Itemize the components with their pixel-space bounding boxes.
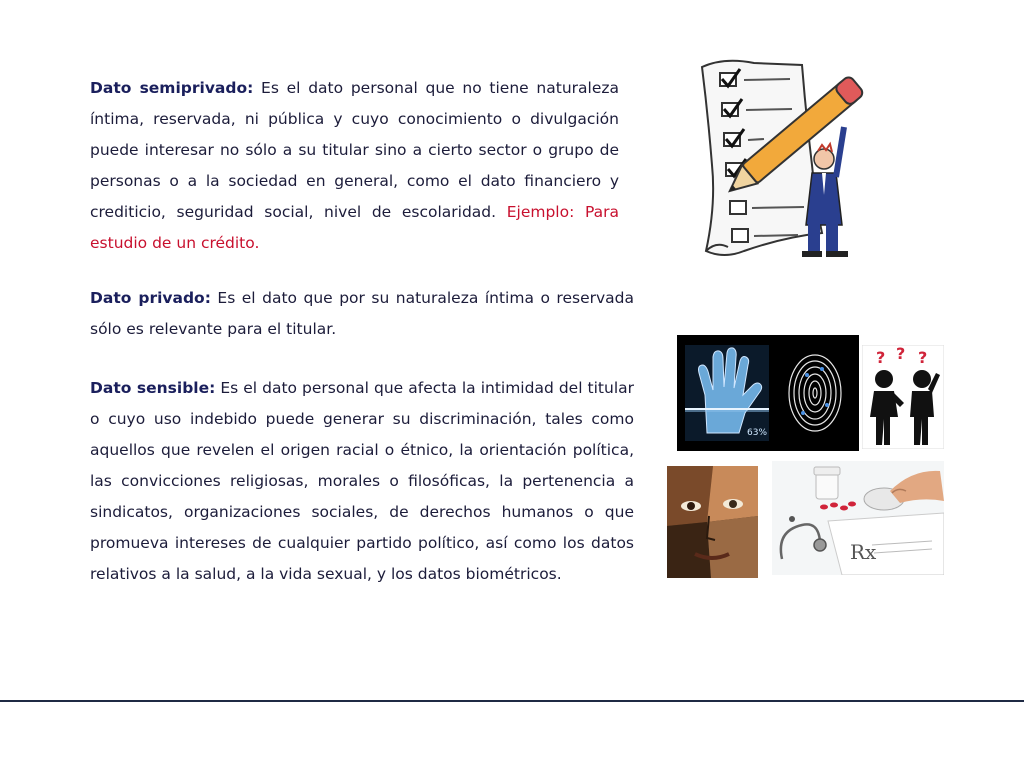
paragraph-dato-sensible [90,373,634,590]
confused-people-icon [862,345,944,449]
svg-text:Rx: Rx [850,540,877,564]
text-dato-privado: Es el dato que por su naturaleza íntima o reservada sólo es relevante para el titular. [90,289,634,338]
checklist-pencil-illustration [694,55,884,265]
ethnic-faces-collage [667,466,758,578]
svg-text:?: ? [918,348,928,367]
biometric-scan-image [677,335,859,451]
heading-dato-sensible: Dato sensible: [90,379,216,397]
scan-percent-label: 63% [747,428,768,438]
example-text: Ejemplo: Para estudio de un crédito. [90,203,619,252]
svg-text:?: ? [876,348,886,367]
footer-divider [0,700,1024,702]
heading-dato-privado: Dato privado: [90,289,211,307]
text-dato-sensible: Es el dato personal que afecta la intimidad del titular o cuyo uso indebido puede generar su discriminación, tales como aquellos que revelen el origen racial o étnico, la orientación política, las convicciones religiosas, morales o filosóficas, la pertenencia a sindicatos, organizaciones sociales, de derechos humanos o que promueva intereses de cualquier partido político, así como los datos relativos a la salud, a la vida sexual, y los datos biométricos. [90,379,634,583]
paragraph-dato-privado [90,283,634,345]
svg-text:?: ? [896,345,906,363]
paragraph-dato-semiprivado [90,73,619,259]
medical-health-image [772,461,944,575]
heading-dato-semiprivado: Dato semiprivado: [90,79,254,97]
text-dato-semiprivado: Es el dato personal que no tiene naturaleza íntima, reservada, ni pública y cuyo conocimiento o divulgación puede interesar no sólo a su titular sino a cierto sector o grupo de personas o a la sociedad en general, como el dato financiero y crediticio, seguridad social, nivel de escolaridad. [90,79,619,221]
